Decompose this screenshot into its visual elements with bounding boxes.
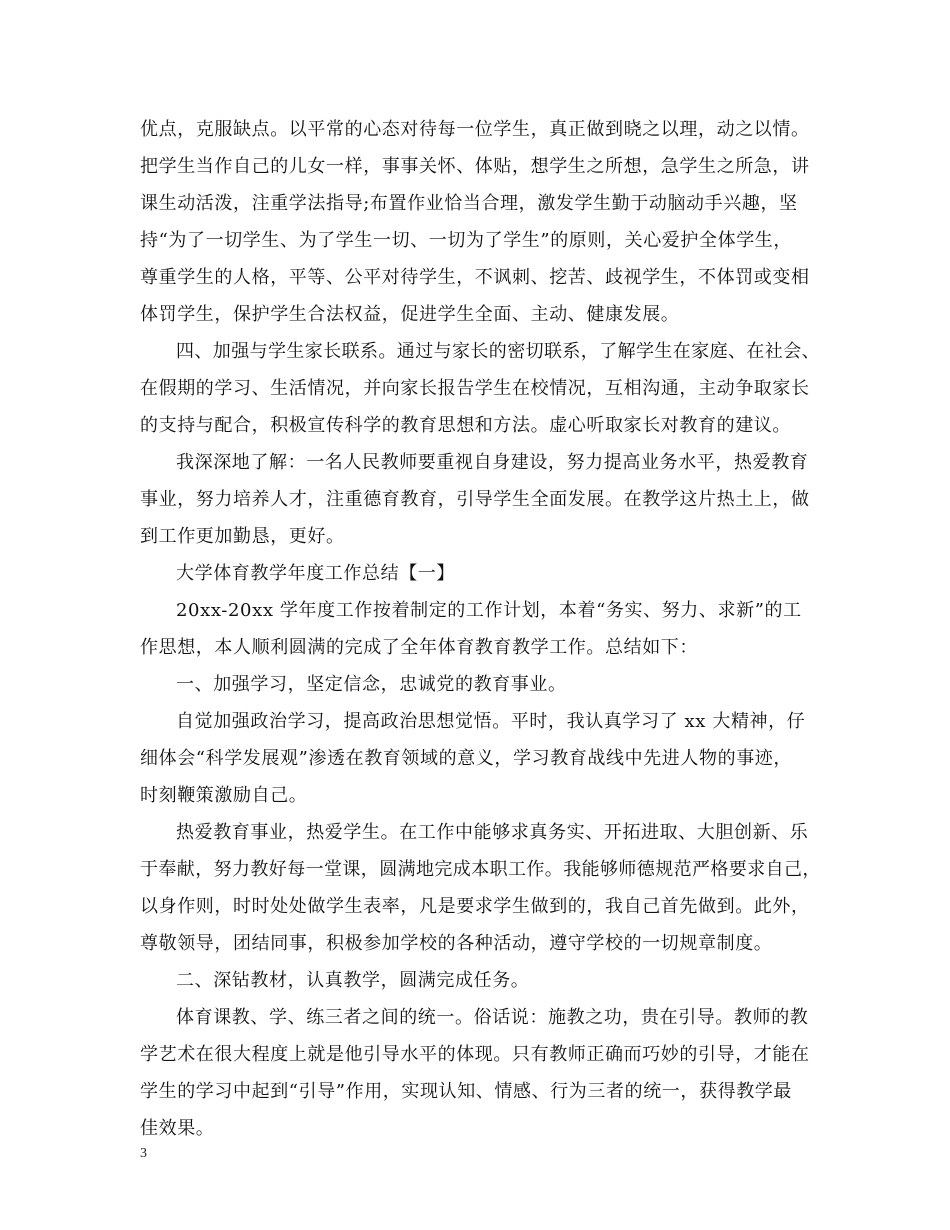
text-line: 到工作更加勤恳，更好。 <box>140 526 345 547</box>
text-line: 的支持与配合，积极宣传科学的教育思想和方法。虚心听取家长对教育的建议。 <box>140 415 791 436</box>
text-line: 课生动活泼，注重学法指导;布置作业恰当合理，激发学生勤于动脑动手兴趣，坚 <box>140 193 798 214</box>
text-line: 我深深地了解：一名人民教师要重视自身建设，努力提高业务水平，热爱教育 <box>176 452 809 473</box>
text-line: 持“为了一切学生、为了学生一切、一切为了学生”的原则，关心爱护全体学生， <box>140 230 793 251</box>
text-line: 学艺术在很大程度上就是他引导水平的体现。只有教师正确而巧妙的引导，才能在 <box>140 1044 810 1065</box>
text-line: 体育课教、学、练三者之间的统一。俗话说：施教之功，贵在引导。教师的教 <box>176 1007 809 1028</box>
text-line: 二、深钻教材，认真教学，圆满完成任务。 <box>176 970 530 991</box>
text-line: 事业，努力培养人才，注重德育教育，引导学生全面发展。在教学这片热土上，做 <box>140 489 810 510</box>
page-number: 3 <box>140 1146 147 1161</box>
text-line: 于奉献，努力教好每一堂课，圆满地完成本职工作。我能够师德规范严格要求自己， <box>140 859 821 880</box>
text-line: 学生的学习中起到“引导”作用，实现认知、情感、行为三者的统一，获得教学最 <box>140 1081 793 1102</box>
text-line: 一、加强学习，坚定信念，忠诚党的教育事业。 <box>176 674 567 695</box>
text-line: 尊敬领导，团结同事，积极参加学校的各种活动，遵守学校的一切规章制度。 <box>140 933 773 954</box>
text-line: 优点，克服缺点。以平常的心态对待每一位学生，真正做到晓之以理，动之以情。 <box>140 119 810 140</box>
text-line: 热爱教育事业，热爱学生。在工作中能够求真务实、开拓进取、大胆创新、乐 <box>176 822 809 843</box>
text-line: 时刻鞭策激励自己。 <box>140 785 308 806</box>
text-line: 自觉加强政治学习，提高政治思想觉悟。平时，我认真学习了 xx 大精神，仔 <box>176 711 806 732</box>
text-line: 四、加强与学生家长联系。通过与家长的密切联系，了解学生在家庭、在社会、 <box>176 341 820 362</box>
text-line: 体罚学生，保护学生合法权益，促进学生全面、主动、健康发展。 <box>140 304 680 325</box>
text-line: 在假期的学习、生活情况，并向家长报告学生在校情况，互相沟通，主动争取家长 <box>140 378 810 399</box>
text-line: 细体会“科学发展观”渗透在教育领域的意义，学习教育战线中先进人物的事迹， <box>140 748 793 769</box>
text-line: 以身作则，时时处处做学生表率，凡是要求学生做到的，我自己首先做到。此外， <box>140 896 810 917</box>
text-line: 作思想，本人顺利圆满的完成了全年体育教育教学工作。总结如下： <box>140 637 698 658</box>
text-line: 把学生当作自己的儿女一样，事事关怀、体贴，想学生之所想，急学生之所急，讲 <box>140 156 810 177</box>
text-line: 尊重学生的人格，平等、公平对待学生，不讽刺、挖苦、歧视学生，不体罚或变相 <box>140 267 810 288</box>
section-heading: 大学体育教学年度工作总结【一】 <box>176 563 455 584</box>
text-line: 佳效果。 <box>140 1118 215 1139</box>
text-line: 20xx-20xx 学年度工作按着制定的工作计划，本着“务实、努力、求新”的工 <box>176 600 802 621</box>
